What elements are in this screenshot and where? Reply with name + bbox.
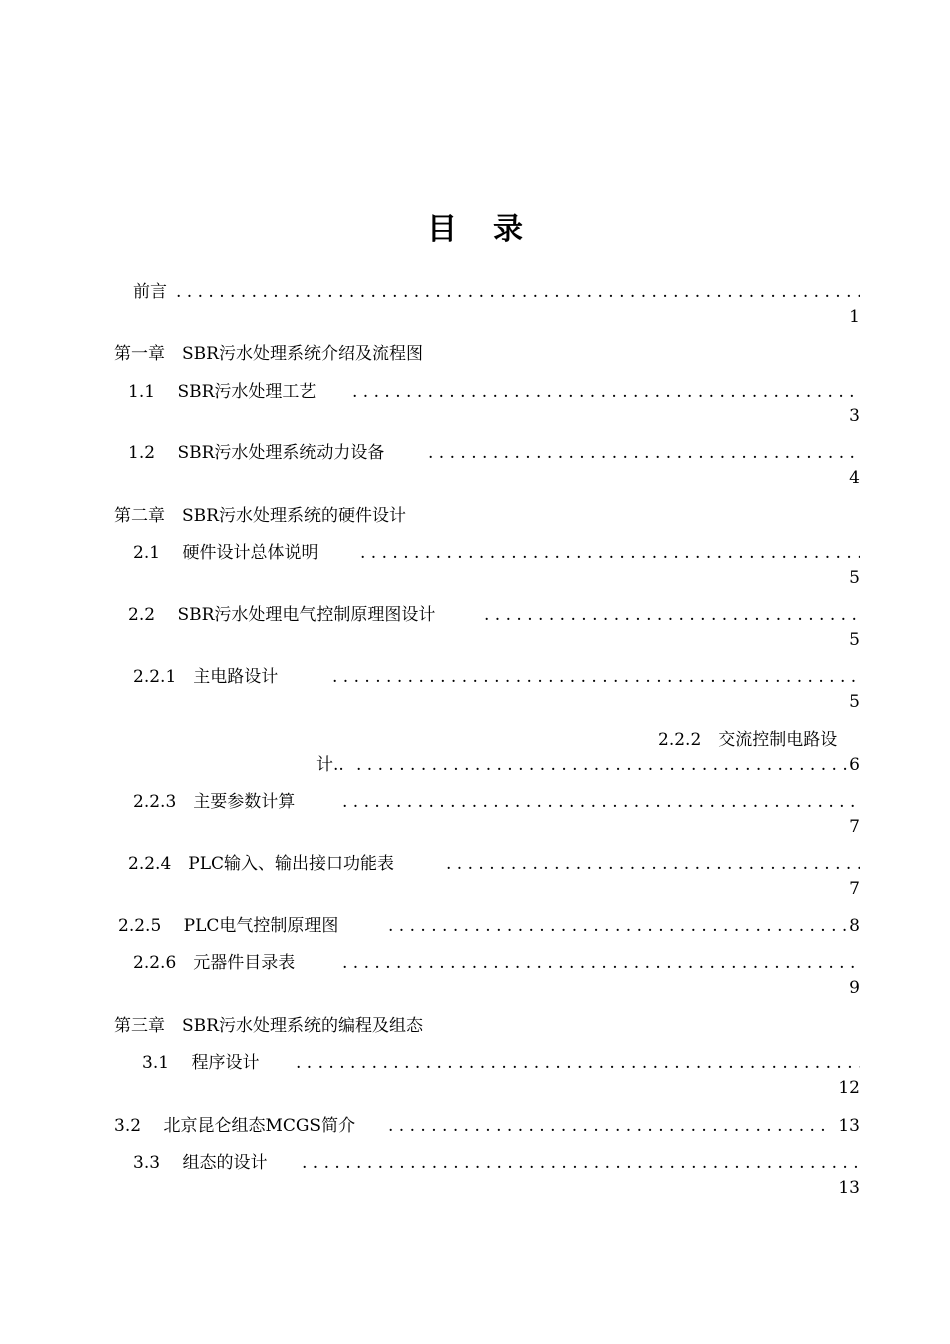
toc-leader bbox=[302, 1151, 860, 1175]
toc-leader bbox=[484, 603, 860, 627]
toc-leader bbox=[356, 753, 848, 777]
toc-entry-page: 3 bbox=[849, 406, 860, 426]
toc-leader bbox=[176, 280, 860, 304]
toc-leader bbox=[332, 665, 860, 689]
toc-entry-label: 3.3 组态的设计 bbox=[133, 1153, 268, 1173]
toc-chapter-heading: 第二章 SBR污水处理系统的硬件设计 bbox=[114, 506, 406, 526]
toc-entry-label: 2.2.5 PLC电气控制原理图 bbox=[118, 916, 339, 936]
toc-entry-label: 2.2.3 主要参数计算 bbox=[133, 792, 296, 812]
toc-entry-page: 5 bbox=[849, 630, 860, 650]
toc-leader bbox=[428, 441, 860, 465]
toc-entry-page: 7 bbox=[849, 817, 860, 837]
toc-entry-label: 2.2.4 PLC输入、输出接口功能表 bbox=[128, 854, 394, 874]
toc-entry-label: 1.1 SBR污水处理工艺 bbox=[128, 382, 317, 402]
toc-chapter-heading: 第三章 SBR污水处理系统的编程及组态 bbox=[114, 1016, 423, 1036]
toc-entry-label: 2.2 SBR污水处理电气控制原理图设计 bbox=[128, 605, 436, 625]
toc-entry-page: 9 bbox=[849, 978, 860, 998]
toc-entry-label: 1.2 SBR污水处理系统动力设备 bbox=[128, 443, 385, 463]
toc-entry-page: 6 bbox=[849, 755, 860, 775]
toc-entry-label: 2.2.6 元器件目录表 bbox=[133, 953, 296, 973]
toc-entry-page: 4 bbox=[849, 468, 860, 488]
toc-entry-page: 8 bbox=[849, 916, 860, 936]
title-char-1: 目 bbox=[427, 212, 457, 247]
toc-entry-label: 前言 bbox=[133, 282, 167, 302]
toc-leader bbox=[360, 541, 860, 565]
toc-leader bbox=[352, 380, 860, 404]
toc-leader bbox=[342, 790, 860, 814]
title-char-2: 录 bbox=[493, 212, 523, 247]
toc-entry-page: 7 bbox=[849, 879, 860, 899]
toc-entry-label: 2.2.1 主电路设计 bbox=[133, 667, 279, 687]
toc-entry-page: 5 bbox=[849, 692, 860, 712]
toc-entry-page: 13 bbox=[838, 1178, 860, 1198]
toc-leader bbox=[342, 951, 860, 975]
toc-entry-label: 2.2.2 交流控制电路设 bbox=[658, 730, 838, 750]
toc-entry-label: 3.2 北京昆仑组态MCGS简介 bbox=[114, 1116, 356, 1136]
toc-entry-label: 3.1 程序设计 bbox=[142, 1053, 260, 1073]
toc-leader bbox=[388, 1114, 828, 1138]
toc-leader bbox=[446, 852, 860, 876]
toc-entry-page: 12 bbox=[838, 1078, 860, 1098]
toc-chapter-heading: 第一章 SBR污水处理系统介绍及流程图 bbox=[114, 344, 423, 364]
toc-title bbox=[0, 204, 950, 248]
toc-leader bbox=[388, 914, 848, 938]
toc-leader bbox=[296, 1051, 860, 1075]
toc-entry-page: 13 bbox=[838, 1116, 860, 1136]
toc-entry-label: 2.1 硬件设计总体说明 bbox=[133, 543, 319, 563]
toc-entry-label-continued: 计.. bbox=[316, 755, 344, 775]
toc-entry-page: 1 bbox=[849, 307, 860, 327]
toc-entry-page: 5 bbox=[849, 568, 860, 588]
